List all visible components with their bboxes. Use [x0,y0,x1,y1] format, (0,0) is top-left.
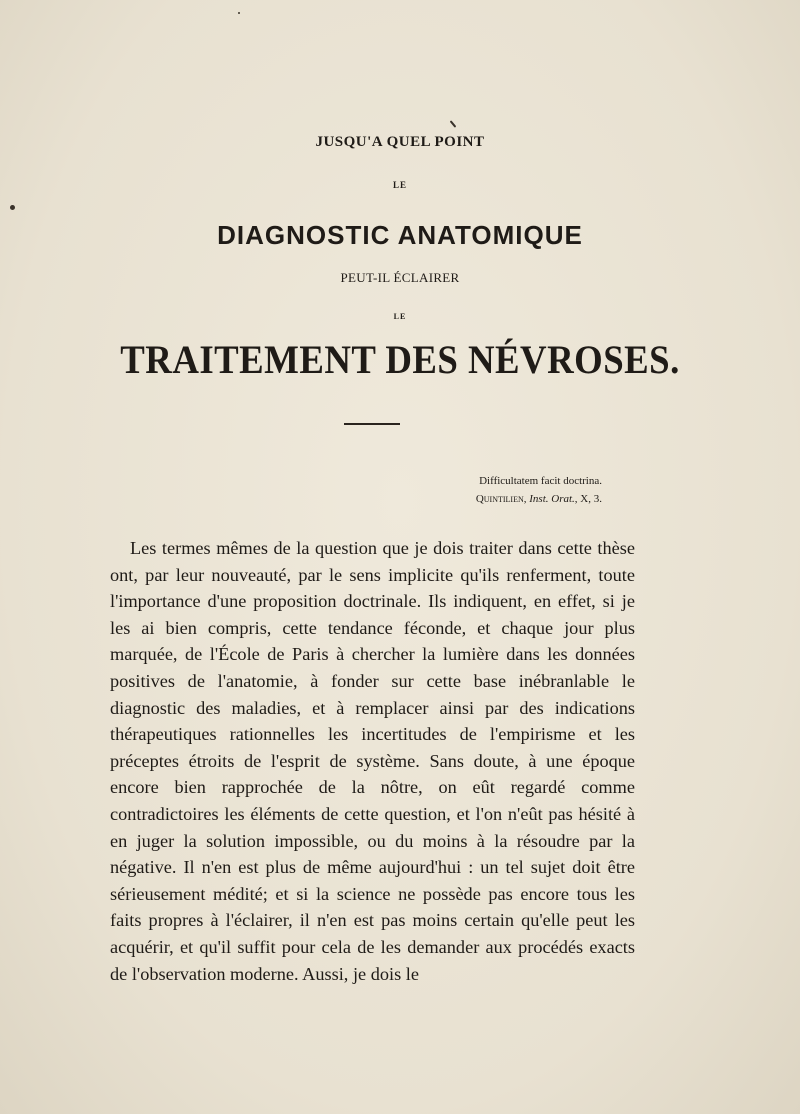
title-line-1: JUSQU'A QUEL POINT [315,134,485,150]
paper-speck [238,12,240,14]
epigraph-author: Quintilien [475,493,524,505]
paper-speck [450,120,457,127]
epigraph-source: Inst. Orat. [529,493,575,505]
title-line-5: LE [393,312,407,321]
section-divider [344,423,400,425]
paper-speck [10,205,15,210]
title-line-4: PEUT-IL ÉCLAIRER [340,270,460,285]
title-line-3: DIAGNOSTIC ANATOMIQUE [217,220,583,250]
title-line-2: LE [392,180,407,190]
title-line-6: TRAITEMENT DES NÉVROSES. [120,337,680,382]
epigraph [476,472,602,508]
epigraph-ref: , X, 3. [574,493,602,505]
body-paragraph: Les termes mêmes de la question que je dois traiter dans cette thèse ont, par leur nouveauté, par le sens implicite qu'ils renferment, toute l'importance d'une proposition doctrinale. Ils indiquent, en effet, si je les ai bien compris, cette tendance féconde, et chaque jour plus marquée, de l'École de Paris à chercher la lumière dans les données positives de l'anatomie, à fonder sur cette base inébranlable le diagnostic des maladies, et à remplacer ainsi par des indications thérapeutiques rationnelles les incertitudes de l'empirisme et les préceptes étroits de l'esprit de système. Sans doute, à une époque encore bien rapprochée de la nôtre, on eût regardé comme contradictoires les éléments de cette question, et l'on n'eût pas hésité à en juger la solution impossible, ou du moins à la résoudre par la négative. Il n'en est plus de même aujourd'hui : un tel sujet doit être sérieusement médité; et si la science ne possède pas encore tous les faits propres à l'éclairer, il n'en est pas moins certain qu'elle peut les acquérir, et qu'il suffit pour cela de les demander aux procédés exacts de l'observation moderne. Aussi, je dois le [110,538,635,984]
epigraph-quote: Difficultatem facit doctrina. [479,475,602,487]
epigraph-citation: Quintilien, Inst. Orat., X, 3. [475,493,602,505]
